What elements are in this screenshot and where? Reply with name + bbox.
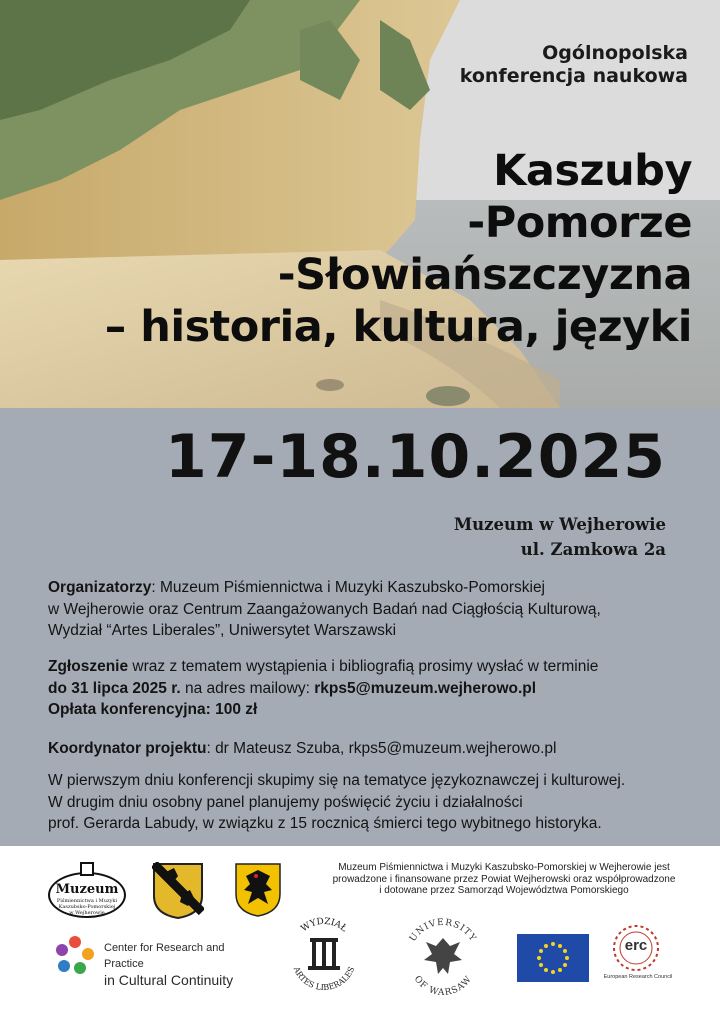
coordinator-text: : dr Mateusz Szuba, rkps5@muzeum.wejherowo.pl: [206, 740, 557, 757]
organizers-line-2: w Wejherowie oraz Centrum Zaangażowanych Badań nad Ciągłością Kulturową,: [48, 600, 601, 618]
event-date: 17-18.10.2025: [165, 422, 666, 492]
venue-address: ul. Zamkowa 2a: [520, 540, 666, 559]
muzeum-logo: [48, 862, 128, 920]
subtitle-line-2: konferencja naukowa: [459, 65, 688, 87]
description-line-3: prof. Gerarda Labudy, w związku z 15 rocznicą śmierci tego wybitnego historyka.: [48, 815, 602, 832]
conference-fee: Opłata konferencyjna: 100 zł: [48, 701, 258, 718]
funding-line-3: i dotowane przez Samorząd Województwa Pomorskiego: [379, 885, 629, 896]
uw-top-text: UNIVERSITY: [408, 917, 478, 944]
funding-note: [308, 862, 700, 897]
cultural-continuity-logo: [54, 934, 264, 988]
artes-liberales-bottom-text: ARTES LIBERALES: [291, 965, 357, 993]
title-line-2: -Pomorze: [467, 198, 692, 248]
subtitle-line-1: Ogólnopolska: [542, 42, 688, 64]
submission-email[interactable]: rkps5@muzeum.wejherowo.pl: [314, 679, 537, 697]
cultural-continuity-line-1: Center for Research and Practice: [104, 942, 225, 970]
cultural-continuity-text: [104, 940, 264, 988]
event-venue: [454, 512, 666, 562]
muzeum-logo-text: Muzeum: [55, 882, 119, 897]
funding-line-2: prowadzone i finansowane przez Powiat Wejherowski oraz współprowadzone: [332, 873, 676, 885]
organizers-line-3: Wydział “Artes Liberales”, Uniwersytet Warszawski: [48, 622, 397, 639]
artes-liberales-top-text: WYDZIAŁ: [299, 916, 349, 935]
title-line-1: Kaszuby: [493, 146, 692, 196]
eu-flag-icon: [517, 934, 589, 982]
pomorskie-crest-icon: [234, 862, 282, 918]
coordinator-label: Koordynator projektu: [48, 740, 207, 757]
deadline: do 31 lipca 2025 r.: [48, 679, 181, 697]
description-line-2: W drugim dniu osobny panel planujemy poświęcić życiu i działalności: [48, 793, 523, 811]
muzeum-logo-sub-2: Kaszubsko-Pomorskiej: [58, 904, 116, 910]
funding-line-1: Muzeum Piśmiennictwa i Muzyki Kaszubsko-Pomorskiej w Wejherowie jest: [338, 862, 670, 873]
submission-section: [48, 656, 678, 721]
powiat-wejherowski-crest-icon: [152, 862, 204, 920]
organizers-text: : Muzeum Piśmiennictwa i Muzyki Kaszubsko-Pomorskiej: [151, 579, 546, 596]
university-of-warsaw-logo: [402, 912, 484, 1002]
venue-name: Muzeum w Wejherowie: [453, 515, 666, 534]
address-text: na adres mailowy:: [180, 679, 315, 697]
muzeum-logo-emblem: [80, 862, 94, 876]
conference-title: [105, 145, 692, 353]
erc-logo: [598, 924, 678, 994]
description-section: [48, 770, 678, 835]
erc-mark: erc: [624, 937, 648, 954]
muzeum-logo-subtext: [48, 898, 126, 916]
description-line-1: W pierwszym dniu konferencji skupimy się na tematyce językoznawczej i kulturowej.: [48, 772, 626, 789]
submission-label: Zgłoszenie: [48, 658, 129, 675]
erc-name: European Research Council: [603, 974, 673, 980]
conference-subtitle: [460, 42, 688, 88]
muzeum-logo-sub-1: Piśmiennictwa i Muzyki: [56, 898, 118, 904]
organizers-label: Organizatorzy: [48, 579, 152, 596]
title-line-3: -Słowiańszczyzna: [277, 250, 692, 300]
title-line-4: – historia, kultura, języki: [104, 302, 692, 352]
muzeum-logo-sub-3: w Wejherowie: [69, 910, 105, 916]
coordinator-section: [48, 738, 678, 760]
eu-flag-background: [517, 934, 589, 982]
cultural-continuity-emblem-icon: [54, 934, 96, 976]
submission-text: wraz z tematem wystąpienia i bibliografią prosimy wysłać w terminie: [128, 658, 599, 675]
artes-liberales-logo: [284, 908, 364, 1000]
organizers-section: [48, 577, 678, 642]
cultural-continuity-line-2: in Cultural Continuity: [104, 972, 234, 988]
uw-bottom-text: OF WARSAW: [411, 974, 475, 999]
